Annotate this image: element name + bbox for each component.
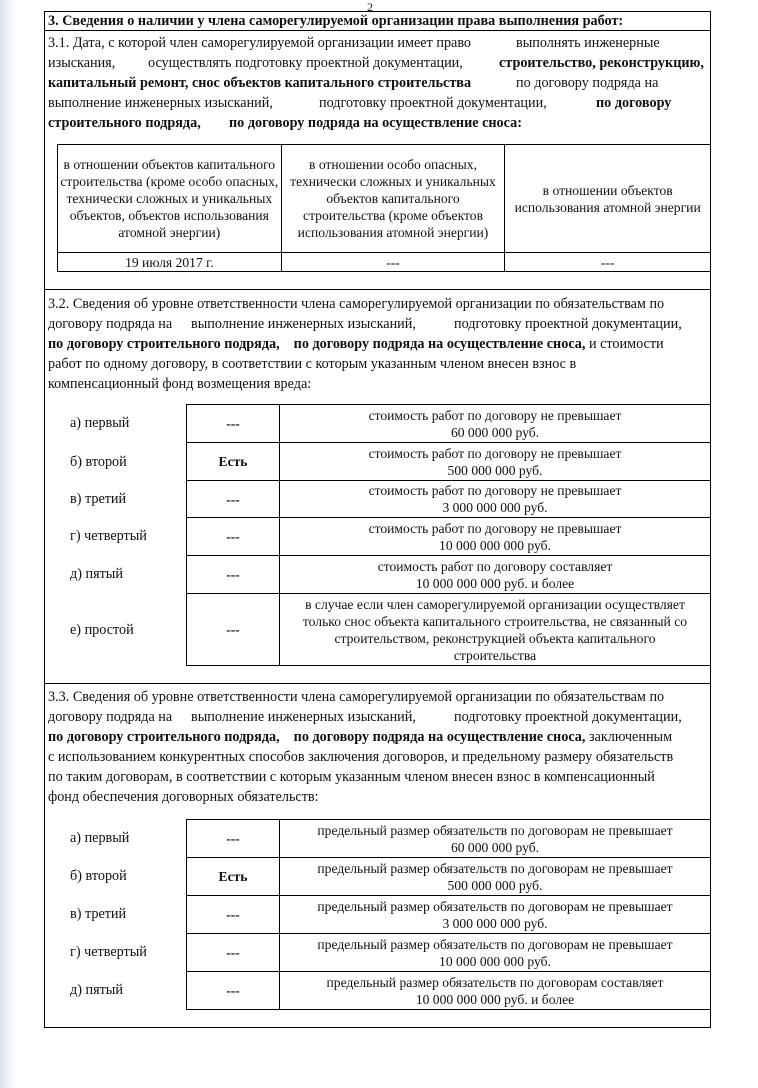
s33-desc: предельный размер обязательств по договорам составляет 10 000 000 000 руб. и более	[280, 972, 711, 1010]
s31-line4a: выполнение инженерных изысканий,	[48, 95, 273, 111]
s33-line5: по таким договорам, в соответствии с которым указанным членом внесен взнос в компенсационный	[48, 769, 655, 785]
s32-line3b: по договору подряда на осуществление сноса,	[293, 336, 586, 352]
s33-mark: ---	[187, 934, 280, 972]
table-row	[187, 443, 711, 481]
s33-mark: ---	[187, 896, 280, 934]
table-row	[187, 896, 711, 934]
s33-line6: фонд обеспечения договорных обязательств:	[48, 789, 319, 805]
title-divider	[44, 30, 711, 31]
s32-line3	[48, 335, 664, 353]
s32-desc: стоимость работ по договору не превышает 3 000 000 000 руб.	[280, 481, 711, 518]
s31-date-table	[57, 144, 711, 272]
s31-header-3: в отношении объектов использования атомной энергии	[505, 145, 711, 253]
s31-value-2: ---	[281, 253, 505, 272]
section-3-title: 3. Сведения о наличии у члена саморегулируемой организации права выполнения работ:	[48, 13, 624, 29]
s32-level-label: е) простой	[70, 622, 134, 638]
s33-line3	[48, 728, 672, 746]
s33-desc: предельный размер обязательств по договорам не превышает 500 000 000 руб.	[280, 858, 711, 896]
s31-line4c: по договору	[596, 95, 672, 111]
s31-line2b: осуществлять подготовку проектной документации,	[148, 55, 463, 71]
s32-line2b: выполнение инженерных изысканий,	[191, 316, 416, 332]
s33-mark: ---	[187, 972, 280, 1010]
s31-line1: 3.1. Дата, с которой член саморегулируемой организации имеет право	[48, 35, 472, 51]
s33-level-table	[186, 819, 711, 1010]
s32-desc: стоимость работ по договору не превышает 500 000 000 руб.	[280, 443, 711, 481]
s32-desc: в случае если член саморегулируемой организации осуществляет только снос объекта капитального строительства, не связанный со строительством, реконструкцией объекта капитального строительства	[280, 594, 711, 666]
s31-line5b: по договору подряда на осуществление сноса:	[229, 115, 522, 131]
s32-line3a: по договору строительного подряда,	[48, 336, 280, 352]
scan-edge-shadow	[0, 0, 16, 1088]
s32-mark: ---	[187, 594, 280, 666]
s33-line3a: по договору строительного подряда,	[48, 729, 280, 745]
s32-line1: 3.2. Сведения об уровне ответственности члена саморегулируемой организации по обязательствам по	[48, 296, 665, 312]
table-row	[187, 594, 711, 666]
s32-desc: стоимость работ по договору не превышает 60 000 000 руб.	[280, 405, 711, 443]
s32-desc: стоимость работ по договору не превышает 10 000 000 000 руб.	[280, 518, 711, 556]
s32-mark: ---	[187, 518, 280, 556]
s32-mark: Есть	[187, 443, 280, 481]
s31-value-1: 19 июля 2017 г.	[58, 253, 282, 272]
table-row	[187, 405, 711, 443]
s33-level-label: д) пятый	[70, 982, 123, 998]
s32-level-label: г) четвертый	[70, 528, 147, 544]
s31-line2a: изыскания,	[48, 55, 116, 71]
s33-line3c: заключенным	[588, 729, 673, 745]
table-row	[187, 556, 711, 594]
s32-line3c: и стоимости	[588, 336, 664, 352]
s33-desc: предельный размер обязательств по договорам не превышает 3 000 000 000 руб.	[280, 896, 711, 934]
s32-level-table	[186, 404, 711, 666]
table-row	[187, 820, 711, 858]
s32-mark: ---	[187, 405, 280, 443]
s31-line1b: выполнять инженерные	[516, 35, 660, 51]
s33-mark: Есть	[187, 858, 280, 896]
s31-header-2: в отношении особо опасных, технически сложных и уникальных объектов капитального строительства (кроме объектов использования атомной энергии)	[281, 145, 505, 253]
s32-line2c: подготовку проектной документации,	[454, 316, 682, 332]
s32-line2a: договору подряда на	[48, 316, 173, 332]
s32-level-label: в) третий	[70, 491, 127, 507]
s33-desc: предельный размер обязательств по договорам не превышает 10 000 000 000 руб.	[280, 934, 711, 972]
s32-level-label: д) пятый	[70, 566, 123, 582]
s32-level-label: а) первый	[70, 415, 130, 431]
page-number: 2	[367, 0, 373, 14]
s33-level-label: а) первый	[70, 830, 130, 846]
table-row	[187, 518, 711, 556]
s32-level-label: б) второй	[70, 454, 127, 470]
s31-line3b: по договору подряда на	[516, 75, 659, 91]
s31-header-1: в отношении объектов капитального строительства (кроме особо опасных, технически сложных и уникальных объектов, объектов использования атомной энергии)	[58, 145, 282, 253]
s33-line2a: договору подряда на	[48, 709, 173, 725]
s32-mark: ---	[187, 556, 280, 594]
s33-line3b: по договору подряда на осуществление сноса,	[293, 729, 586, 745]
section-3-1-divider	[44, 289, 711, 290]
s33-level-label: в) третий	[70, 906, 127, 922]
s32-mark: ---	[187, 481, 280, 518]
table-row	[187, 481, 711, 518]
table-row	[187, 972, 711, 1010]
s33-level-label: б) второй	[70, 868, 127, 884]
s33-line2b: выполнение инженерных изысканий,	[191, 709, 416, 725]
s32-line5: компенсационный фонд возмещения вреда:	[48, 376, 312, 392]
s31-line2c: строительство, реконструкцию,	[499, 55, 704, 71]
s33-level-label: г) четвертый	[70, 944, 147, 960]
s33-line4: с использованием конкурентных способов заключения договоров, и предельному размеру обязательств	[48, 749, 674, 765]
s33-mark: ---	[187, 820, 280, 858]
section-3-2-divider	[44, 683, 711, 684]
table-row	[187, 858, 711, 896]
s33-desc: предельный размер обязательств по договорам не превышает 60 000 000 руб.	[280, 820, 711, 858]
s32-line4: работ по одному договору, в соответствии с которым указанным членом внесен взнос в	[48, 356, 577, 372]
s31-line4b: подготовку проектной документации,	[319, 95, 547, 111]
s31-value-3: ---	[505, 253, 711, 272]
table-row	[187, 934, 711, 972]
s32-desc: стоимость работ по договору составляет 10 000 000 000 руб. и более	[280, 556, 711, 594]
s33-line2c: подготовку проектной документации,	[454, 709, 682, 725]
s33-line1: 3.3. Сведения об уровне ответственности члена саморегулируемой организации по обязательствам по	[48, 689, 665, 705]
s31-line3a: капитальный ремонт, снос объектов капитального строительства	[48, 75, 472, 91]
s31-line5a: строительного подряда,	[48, 115, 201, 131]
